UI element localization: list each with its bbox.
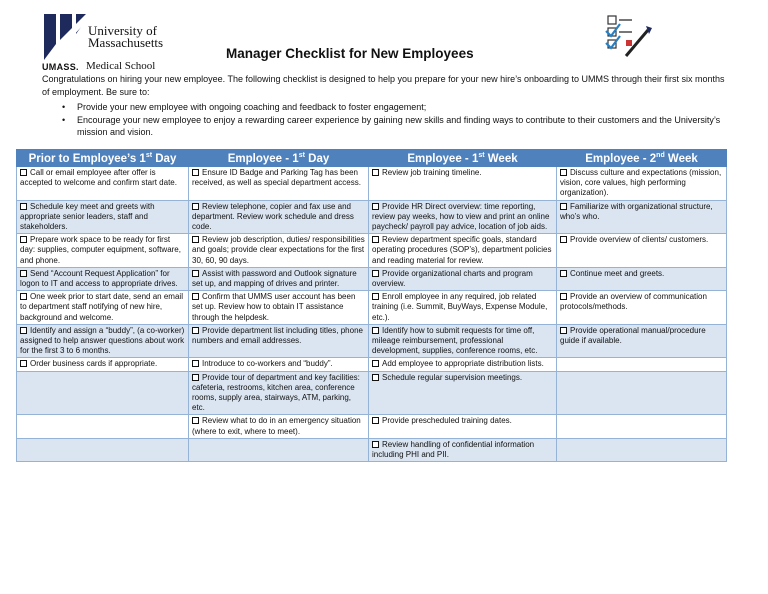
checklist-cell [189, 415, 369, 438]
checklist-item-text: Review handling of confidential information including PHI and PII. [372, 439, 535, 460]
checkbox[interactable] [192, 203, 199, 210]
checklist-table [16, 149, 727, 462]
table-row [17, 438, 727, 461]
checklist-item-text: Schedule key meet and greets with appropriate senior leaders, staff and stakeholders. [20, 201, 155, 232]
column-header: Employee - 2nd Week [557, 150, 727, 167]
checklist-cell [557, 358, 727, 371]
checkbox[interactable] [372, 360, 379, 367]
checklist-cell [189, 267, 369, 290]
table-row [17, 324, 727, 358]
checklist-item-text: One week prior to start date, send an email to department staff notifying of new hire, background and welcome. [20, 292, 183, 322]
checkbox[interactable] [560, 169, 567, 176]
checklist-item-text: Ensure ID Badge and Parking Tag has been received, as well as special department access. [192, 168, 361, 188]
checkbox[interactable] [560, 293, 567, 300]
checklist-item-text: Identify and assign a “buddy”, (a co-worker) assigned to help answer questions about work for the first 3 to 6 months. [20, 325, 185, 356]
checklist-body [17, 167, 727, 462]
checklist-item-text: Enroll employee in any required, job related training (i.e. Summit, BuyWays, Expense Module, etc.). [372, 292, 548, 322]
checklist-cell [557, 324, 727, 358]
intro-bullets [62, 101, 730, 139]
checklist-item-text: Review job description, duties/ responsibilities and goals; provide clear expectations for the first 30, 60, 90 days. [192, 235, 365, 265]
checklist-cell [17, 438, 189, 461]
intro-paragraph: Congratulations on hiring your new employee. The following checklist is designed to help you prepare for your new hire’s onboarding to UMMS through their first six months of employment. Be sure to: [42, 74, 725, 97]
table-row [17, 167, 727, 201]
university-name [88, 25, 163, 49]
table-row [17, 291, 727, 325]
checklist-item-text: Continue meet and greets. [570, 268, 665, 278]
checklist-cell [189, 358, 369, 371]
bullet-item [62, 101, 730, 114]
checklist-cell [17, 371, 189, 415]
checklist-cell [557, 167, 727, 201]
checklist-item-text: Prepare work space to be ready for first day: supplies, computer equipment, software, and phone. [20, 235, 181, 265]
checklist-cell [369, 200, 557, 234]
checklist-cell [369, 371, 557, 415]
checklist-cell [557, 415, 727, 438]
checkbox[interactable] [372, 169, 379, 176]
checklist-item-text: Provide operational manual/procedure guide if available. [560, 325, 706, 346]
checklist-item-text: Provide prescheduled training dates. [382, 416, 512, 426]
checklist-cell [557, 234, 727, 268]
checkbox[interactable] [372, 293, 379, 300]
bullet-item [62, 114, 730, 139]
checklist-item-text: Send “Account Request Application” for logon to IT and access to appropriate drives. [20, 268, 178, 289]
checklist-cell [17, 415, 189, 438]
checkbox[interactable] [192, 374, 199, 381]
checklist-cell [369, 267, 557, 290]
checkbox[interactable] [20, 169, 27, 176]
checkbox[interactable] [192, 360, 199, 367]
checklist-cell [369, 415, 557, 438]
checkbox[interactable] [560, 203, 567, 210]
checkbox[interactable] [372, 441, 379, 448]
checklist-cell [17, 200, 189, 234]
checklist-item-text: Review what to do in an emergency situation (where to exit, where to meet). [192, 416, 361, 436]
checklist-item-text: Discuss culture and expectations (mission, vision, core values, high performing organization). [560, 168, 722, 198]
checkbox[interactable] [560, 327, 567, 334]
checkbox[interactable] [192, 417, 199, 424]
bullet-icon: • [62, 102, 66, 112]
umass-logo [42, 14, 164, 72]
table-row [17, 200, 727, 234]
logo-line-2: Massachusetts [88, 35, 164, 50]
logo-umass: UMASS. [42, 62, 79, 72]
checklist-cell [189, 438, 369, 461]
checklist-cell [557, 371, 727, 415]
checklist-item-text: Provide HR Direct overview: time reporting, review pay weeks, how to view and print an online paycheck/ payroll pay advice, location of job aids. [372, 201, 550, 232]
checklist-cell [17, 358, 189, 371]
checkbox[interactable] [20, 203, 27, 210]
checklist-cell [189, 371, 369, 415]
checklist-cell [369, 438, 557, 461]
table-row [17, 358, 727, 371]
checklist-cell [189, 200, 369, 234]
checklist-cell [17, 291, 189, 325]
bullet-text: Encourage your new employee to enjoy a rewarding career experience by gaining new skills and finding ways to contribute to their customers and the University’s mission and vision. [77, 114, 721, 137]
checklist-cell [369, 324, 557, 358]
checklist-item-text: Identify how to submit requests for time off, mileage reimbursement, professional development, supplies, conference rooms, etc. [372, 325, 538, 356]
checklist-cell [369, 358, 557, 371]
checklist-cell [189, 167, 369, 201]
checkbox[interactable] [20, 360, 27, 367]
checkbox[interactable] [372, 374, 379, 381]
checkbox[interactable] [372, 270, 379, 277]
checkbox[interactable] [20, 236, 27, 243]
checklist-item-text: Confirm that UMMS user account has been set up. Review how to obtain IT assistance through the helpdesk. [192, 292, 356, 322]
checklist-cell [17, 234, 189, 268]
checklist-cell [17, 267, 189, 290]
checkbox[interactable] [192, 327, 199, 334]
column-header: Prior to Employee’s 1st Day [17, 150, 189, 167]
checkbox[interactable] [192, 169, 199, 176]
logo-school: Medical School [86, 60, 156, 72]
checkbox[interactable] [372, 417, 379, 424]
checklist-cell [369, 234, 557, 268]
checklist-item-text: Introduce to co-workers and “buddy”. [202, 359, 333, 369]
checklist-cell [189, 291, 369, 325]
checklist-item-text: Familiarize with organizational structure, who’s who. [560, 201, 713, 221]
checklist-item-text: Provide department list including titles, phone numbers and email addresses. [192, 325, 363, 346]
checklist-item-text: Provide an overview of communication protocols/methods. [560, 292, 707, 312]
checklist-item-text: Provide organizational charts and program overview. [372, 268, 533, 289]
checklist-cell [369, 167, 557, 201]
checklist-item-text: Review department specific goals, standard operating procedures (SOP’s), department policies and reading material for review. [372, 235, 552, 265]
checkbox[interactable] [560, 236, 567, 243]
checkbox[interactable] [192, 270, 199, 277]
checkbox[interactable] [372, 236, 379, 243]
checklist-item-text: Order business cards if appropriate. [30, 359, 158, 369]
checkbox[interactable] [20, 327, 27, 334]
table-row [17, 415, 727, 438]
column-header: Employee - 1st Day [189, 150, 369, 167]
column-header: Employee - 1st Week [369, 150, 557, 167]
checklist-cell [369, 291, 557, 325]
checkbox[interactable] [192, 236, 199, 243]
checkbox[interactable] [20, 270, 27, 277]
checkbox[interactable] [372, 327, 379, 334]
checkbox[interactable] [20, 293, 27, 300]
checklist-cell [189, 234, 369, 268]
table-row [17, 234, 727, 268]
checklist-cell [557, 200, 727, 234]
checklist-item-text: Review job training timeline. [382, 168, 482, 177]
checklist-cell [557, 291, 727, 325]
checklist-cell [557, 438, 727, 461]
table-header-row [17, 150, 727, 167]
checklist-icon [600, 8, 656, 64]
bullet-icon: • [62, 114, 66, 125]
checklist-item-text: Review telephone, copier and fax use and department. Review work schedule and dress code. [192, 201, 354, 232]
checklist-item-text: Provide overview of clients/ customers. [570, 235, 709, 245]
checklist-item-text: Assist with password and Outlook signature set up, and mapping of drives and printer. [192, 268, 357, 289]
checkbox[interactable] [192, 293, 199, 300]
checklist-cell [17, 167, 189, 201]
checklist-item-text: Add employee to appropriate distribution lists. [382, 359, 544, 369]
checklist-item-text: Call or email employee after offer is accepted to welcome and confirm start date. [20, 168, 177, 188]
checklist-cell [557, 267, 727, 290]
table-row [17, 267, 727, 290]
page-title: Manager Checklist for New Employees [226, 46, 474, 61]
bullet-text: Provide your new employee with ongoing coaching and feedback to foster engagement; [77, 102, 427, 112]
checkbox[interactable] [372, 203, 379, 210]
checklist-item-text: Provide tour of department and key facilities: cafeteria, restrooms, kitchen area, conference rooms, supply area, stairways, ATM, parking, etc. [192, 372, 360, 413]
table-row [17, 371, 727, 415]
checklist-cell [17, 324, 189, 358]
umass-logo-mark-icon [42, 14, 86, 60]
checklist-item-text: Schedule regular supervision meetings. [382, 372, 523, 382]
checklist-cell [189, 324, 369, 358]
checkbox[interactable] [560, 270, 567, 277]
logo-line-1: University of [88, 23, 157, 38]
